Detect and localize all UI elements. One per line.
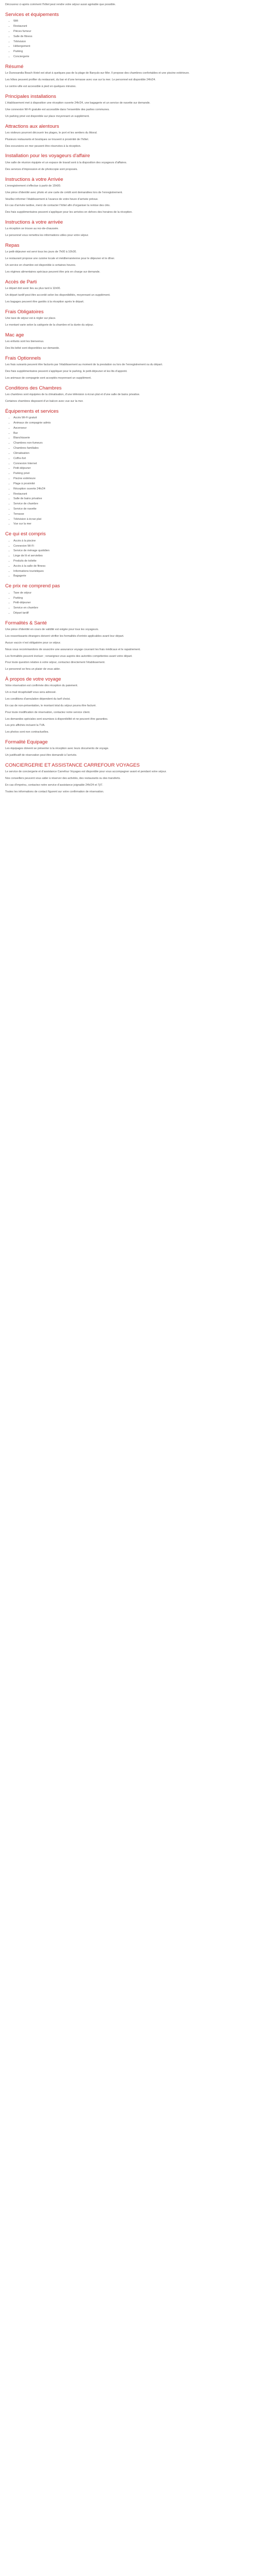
section-paragraph: Une pièce d’identité avec photo et une carte de crédit sont demandées lors de l’enregistrement. — [5, 191, 123, 194]
list-item: • Conciergerie — [13, 55, 253, 59]
list-item: • Coffre-fort — [13, 457, 253, 461]
list-item: • Piscine extérieure — [13, 477, 253, 481]
section-13 — [5, 409, 253, 527]
section-1 — [5, 64, 253, 89]
section-title: Formalité Equipage — [5, 739, 48, 745]
list-item: • Petit-déjeuner — [13, 467, 253, 471]
list-item: • Bagagerie — [13, 574, 253, 579]
intro-text: Découvrez ci-après comment l’hôtel peut rendre votre séjour aussi agréable que possible. — [5, 3, 116, 6]
section-title: À propos de votre voyage — [5, 676, 61, 683]
list-item: • Vue sur la mer — [13, 522, 253, 527]
section-title: Ce qui est compris — [5, 531, 46, 537]
section-2 — [5, 94, 253, 119]
list-item: • Réception ouverte 24h/24 — [13, 487, 253, 492]
list-item: • Connexion Wi-Fi — [13, 545, 253, 549]
section-paragraph: Le petit-déjeuner est servi tous les jours de 7h00 à 10h30. — [5, 250, 77, 254]
list-item: • Plage à proximité — [13, 482, 253, 486]
section-paragraph: Le Dunesandia Beach Hotel est situé à quelques pas de la plage de Banyuls-sur-Mer. Il propose des chambres confortables et une piscine extérieure. — [5, 72, 190, 75]
list-item: • Restaurant — [13, 493, 253, 497]
section-19 — [5, 762, 253, 794]
section-5 — [5, 177, 253, 215]
section-6 — [5, 219, 253, 238]
list-item: • Parking privé — [13, 472, 253, 476]
list-item: • Animaux de compagnie admis — [13, 421, 253, 426]
section-title: Installation pour les voyageurs d'affaire — [5, 153, 90, 159]
section-title: Instructions à votre Arrivée — [5, 176, 63, 182]
section-paragraph: Des services d’impression et de photocopie sont proposés. — [5, 167, 78, 171]
sections-container — [5, 12, 253, 794]
section-paragraph: Un parking privé est disponible sur place moyennant un supplément. — [5, 114, 90, 118]
section-title: Formalités & Santé — [5, 620, 47, 626]
section-paragraph: Les régimes alimentaires spéciaux peuvent être pris en charge sur demande. — [5, 270, 101, 274]
section-list — [5, 416, 253, 527]
list-item: • Parking — [13, 597, 253, 601]
list-item: • Télévision — [13, 40, 253, 44]
section-paragraph: Le personnel se fera un plaisir de vous aider. — [5, 668, 61, 671]
section-paragraph: Le service de conciergerie et d’assistance Carrefour Voyages est disponible pour vous accompagner avant et pendant votre séjour. — [5, 770, 167, 774]
section-paragraph: Un e-mail récapitulatif vous sera adressé. — [5, 691, 57, 694]
list-item: • Blanchisserie — [13, 436, 253, 440]
list-item: • Service en chambre — [13, 606, 253, 611]
section-list — [5, 591, 253, 616]
section-0 — [5, 12, 253, 59]
section-paragraph: Les équipages doivent se présenter à la réception avec leurs documents de voyage. — [5, 747, 109, 751]
list-item: • Départ tardif — [13, 612, 253, 616]
section-paragraph: Les prix affichés incluent la TVA. — [5, 724, 45, 727]
section-10 — [5, 332, 253, 351]
section-paragraph: Toutes les informations de contact figurent sur votre confirmation de réservation. — [5, 790, 104, 793]
section-list — [5, 20, 253, 59]
section-paragraph: Pour toute modification de réservation, contactez notre service client. — [5, 710, 90, 714]
section-paragraph: Le personnel vous remettra les informations utiles pour votre séjour. — [5, 234, 89, 238]
section-paragraph: Aucun vaccin n’est obligatoire pour ce séjour. — [5, 641, 61, 645]
list-item: • Petit-déjeuner — [13, 601, 253, 605]
section-3 — [5, 124, 253, 149]
section-paragraph: Les animaux de compagnie sont acceptés moyennant un supplément. — [5, 376, 92, 380]
section-paragraph: Les ressortissants étrangers doivent vérifier les formalités d’entrée applicables avant leur départ. — [5, 635, 124, 638]
list-item: • Chambres non-fumeurs — [13, 442, 253, 446]
section-paragraph: Les photos sont non contractuelles. — [5, 731, 49, 734]
list-item: • Télévision à écran plat — [13, 518, 253, 522]
section-paragraph: Le centre-ville est accessible à pied en quelques minutes. — [5, 84, 76, 88]
section-list — [5, 539, 253, 579]
section-title: Frais Obligatoires — [5, 309, 44, 315]
section-paragraph: Un service en chambre est disponible à certaines heures. — [5, 264, 76, 267]
list-item: • Taxe de séjour — [13, 591, 253, 596]
section-18 — [5, 739, 253, 758]
section-title: Principales installations — [5, 93, 56, 99]
section-12 — [5, 385, 253, 404]
list-item: • Ascenseur — [13, 427, 253, 431]
list-item: • Terrasse — [13, 513, 253, 517]
section-paragraph: Une taxe de séjour est à régler sur place. — [5, 317, 56, 320]
section-paragraph: Une salle de réunion équipée et un espace de travail sont à la disposition des voyageurs d’affaires. — [5, 161, 127, 164]
section-paragraph: Les bagages peuvent être gardés à la réception après le départ. — [5, 300, 85, 303]
section-8 — [5, 279, 253, 304]
section-7 — [5, 243, 253, 275]
section-title: CONCIERGERIE ET ASSISTANCE CARREFOUR VOYAGES — [5, 762, 140, 769]
section-paragraph: En cas de non-présentation, le montant total du séjour pourra être facturé. — [5, 704, 96, 707]
list-item: • Informations touristiques — [13, 570, 253, 574]
list-item: • Salle de fitness — [13, 35, 253, 39]
section-paragraph: Nous vous recommandons de souscrire une assurance voyage couvrant les frais médicaux et le rapatriement. — [5, 648, 141, 651]
section-paragraph: Les hôtes peuvent profiter du restaurant, du bar et d’une terrasse avec vue sur la mer. Le personnel est disponible 24h/24. — [5, 78, 156, 82]
section-paragraph: Les demandes spéciales sont soumises à disponibilité et ne peuvent être garanties. — [5, 717, 108, 721]
section-paragraph: Les enfants sont les bienvenus. — [5, 340, 44, 344]
list-item: • Climatisation — [13, 452, 253, 456]
list-item: • Bar — [13, 432, 253, 436]
section-paragraph: L’enregistrement s’effectue à partir de 15h00. — [5, 184, 61, 188]
section-title: Frais Optionnels — [5, 355, 41, 361]
section-paragraph: Les conditions d’annulation dépendent du tarif choisi. — [5, 698, 71, 701]
list-item: • Chambres familiales — [13, 447, 253, 451]
section-paragraph: La réception se trouve au rez-de-chaussée. — [5, 227, 59, 231]
section-paragraph: Le restaurant propose une cuisine locale et méditerranéenne pour le déjeuner et le dîner. — [5, 257, 115, 261]
section-paragraph: L’établissement met à disposition une réception ouverte 24h/24, une bagagerie et un service de navette sur demande. — [5, 101, 151, 105]
list-item: • Connexion Internet — [13, 462, 253, 466]
section-paragraph: Votre réservation est confirmée dès réception du paiement. — [5, 684, 78, 688]
section-paragraph: Veuillez informer l’établissement à l’avance de votre heure d’arrivée prévue. — [5, 197, 99, 201]
section-paragraph: Des lits bébé sont disponibles sur demande. — [5, 346, 60, 350]
section-9 — [5, 309, 253, 328]
section-paragraph: Des frais supplémentaires peuvent s’appliquer pour le parking, le petit-déjeuner et les lits d’appoint. — [5, 369, 127, 373]
section-17 — [5, 676, 253, 735]
list-item: • Linge de lit et serviettes — [13, 554, 253, 558]
section-4 — [5, 153, 253, 172]
section-paragraph: Les chambres sont équipées de la climatisation, d’une télévision à écran plat et d’une salle de bains privative. — [5, 393, 140, 397]
section-paragraph: Plusieurs restaurants et boutiques se trouvent à proximité de l’hôtel. — [5, 138, 89, 141]
section-title: Accès de Parti — [5, 279, 37, 285]
list-item: • Service de navette — [13, 507, 253, 512]
list-item: • Accès à la salle de fitness — [13, 565, 253, 569]
section-paragraph: Une pièce d’identité en cours de validité est exigée pour tous les voyageurs. — [5, 628, 99, 632]
section-title: Services et équipements — [5, 11, 59, 18]
list-item: • Accès à la piscine — [13, 539, 253, 544]
list-item: • Hébergement — [13, 45, 253, 49]
list-item: • Restaurant — [13, 25, 253, 29]
section-title: Résumé — [5, 63, 24, 70]
section-paragraph: Un départ tardif peut être accordé selon les disponibilités, moyennant un supplément. — [5, 294, 110, 297]
list-item: • Service de ménage quotidien — [13, 549, 253, 553]
section-title: Ce prix ne comprend pas — [5, 583, 60, 589]
list-item: • Pièces fumeur — [13, 30, 253, 34]
section-paragraph: Pour toute question relative à votre séjour, contactez directement l’établissement. — [5, 661, 105, 665]
section-16 — [5, 620, 253, 672]
section-title: Attractions aux alentours — [5, 123, 59, 129]
list-item: • Accès Wi-Fi gratuit — [13, 416, 253, 420]
section-title: Mac age — [5, 332, 24, 338]
list-item: • Produits de toilette — [13, 560, 253, 564]
section-14 — [5, 531, 253, 579]
section-paragraph: Les visiteurs pourront découvrir les plages, le port et les sentiers du littoral. — [5, 131, 98, 134]
section-paragraph: En cas d’imprévu, contactez notre service d’assistance joignable 24h/24 et 7j/7. — [5, 784, 103, 787]
section-paragraph: Des frais supplémentaires peuvent s’appliquer pour les arrivées en dehors des horaires de la réception. — [5, 211, 133, 214]
section-title: Équipements et services — [5, 408, 59, 414]
section-paragraph: Certaines chambres disposent d’un balcon avec vue sur la mer. — [5, 399, 84, 403]
section-paragraph: Les frais suivants peuvent être facturés par l’établissement au moment de la prestation ou lors de l’enregistrement ou du départ. — [5, 363, 163, 367]
section-title: Conditions des Chambres — [5, 385, 62, 391]
list-item: • Parking — [13, 50, 253, 54]
section-title: Repas — [5, 243, 20, 249]
section-15 — [5, 583, 253, 616]
section-11 — [5, 355, 253, 381]
section-paragraph: En cas d’arrivée tardive, merci de contacter l’hôtel afin d’organiser la remise des clés. — [5, 204, 110, 208]
section-paragraph: Des excursions en mer peuvent être réservées à la réception. — [5, 144, 82, 148]
section-paragraph: Nos conseillers peuvent vous aider à réserver des activités, des restaurants ou des transferts. — [5, 777, 121, 781]
section-paragraph: Les formalités peuvent évoluer ; renseignez-vous auprès des autorités compétentes avant votre départ. — [5, 654, 133, 658]
list-item: • Service de chambre — [13, 502, 253, 506]
list-item: • Salle de bains privative — [13, 497, 253, 501]
section-paragraph: Une connexion Wi-Fi gratuite est accessible dans l’ensemble des parties communes. — [5, 108, 110, 111]
section-title: Instructions à votre arrivée — [5, 219, 63, 226]
section-paragraph: Le départ doit avoir lieu au plus tard à 11h00. — [5, 287, 61, 291]
list-item: • Wifi — [13, 20, 253, 24]
section-paragraph: Un justificatif de réservation peut être demandé à l’arrivée. — [5, 754, 77, 757]
section-paragraph: Le montant varie selon la catégorie de la chambre et la durée du séjour. — [5, 323, 94, 327]
